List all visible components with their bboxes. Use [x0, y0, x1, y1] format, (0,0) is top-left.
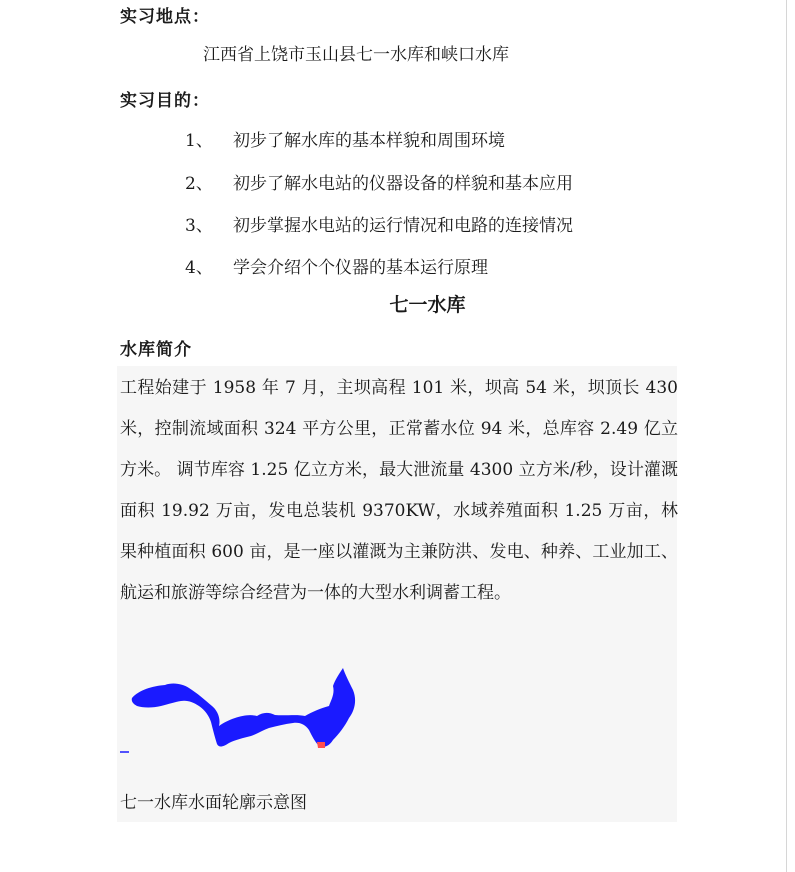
- list-item-text: 初步了解水库的基本样貌和周围环境: [233, 131, 505, 151]
- list-item-text: 初步掌握水电站的运行情况和电路的连接情况: [233, 216, 573, 236]
- list-item-number: 3、: [185, 216, 213, 236]
- purpose-heading: 实习目的：: [120, 91, 210, 111]
- list-item-text: 学会介绍个个仪器的基本运行原理: [233, 258, 488, 278]
- list-item: [185, 211, 573, 236]
- location-heading: 实习地点：: [120, 7, 210, 27]
- list-item: [185, 126, 505, 151]
- reservoir-map: [117, 660, 357, 760]
- list-item-number: 2、: [185, 174, 213, 194]
- page-edge-rule: [786, 0, 787, 872]
- list-item-number: 4、: [185, 258, 213, 278]
- location-value: 江西省上饶市玉山县七一水库和峡口水库: [203, 45, 509, 65]
- list-item-text: 初步了解水电站的仪器设备的样貌和基本应用: [233, 174, 573, 194]
- list-item: [185, 253, 488, 278]
- intro-paragraph: 工程始建于 1958 年 7 月，主坝高程 101 米，坝高 54 米，坝顶长 430 米，控制流域面积 324 平方公里，正常蓄水位 94 米，总库容 2.49 亿立方米。 调节库容 1.25 亿立方米，最大泄流量 4300 立方米/秒，设计灌溉面积 19.92 万亩，发电总装机 9370KW，水域养殖面积 1.25 万亩，林果种植面积 600 亩，是一座以灌溉为主兼防洪、发电、种养、工业加工、航运和旅游等综合经营为一体的大型水利调蓄工程。: [120, 378, 678, 603]
- map-caption: 七一水库水面轮廓示意图: [120, 793, 307, 813]
- reservoir-water-outline: [132, 668, 355, 747]
- dam-marker: [317, 742, 325, 748]
- list-item-number: 1、: [185, 131, 213, 151]
- reservoir-title: 七一水库: [389, 294, 466, 316]
- intro-heading: 水库简介: [120, 340, 192, 360]
- list-item: [185, 169, 573, 194]
